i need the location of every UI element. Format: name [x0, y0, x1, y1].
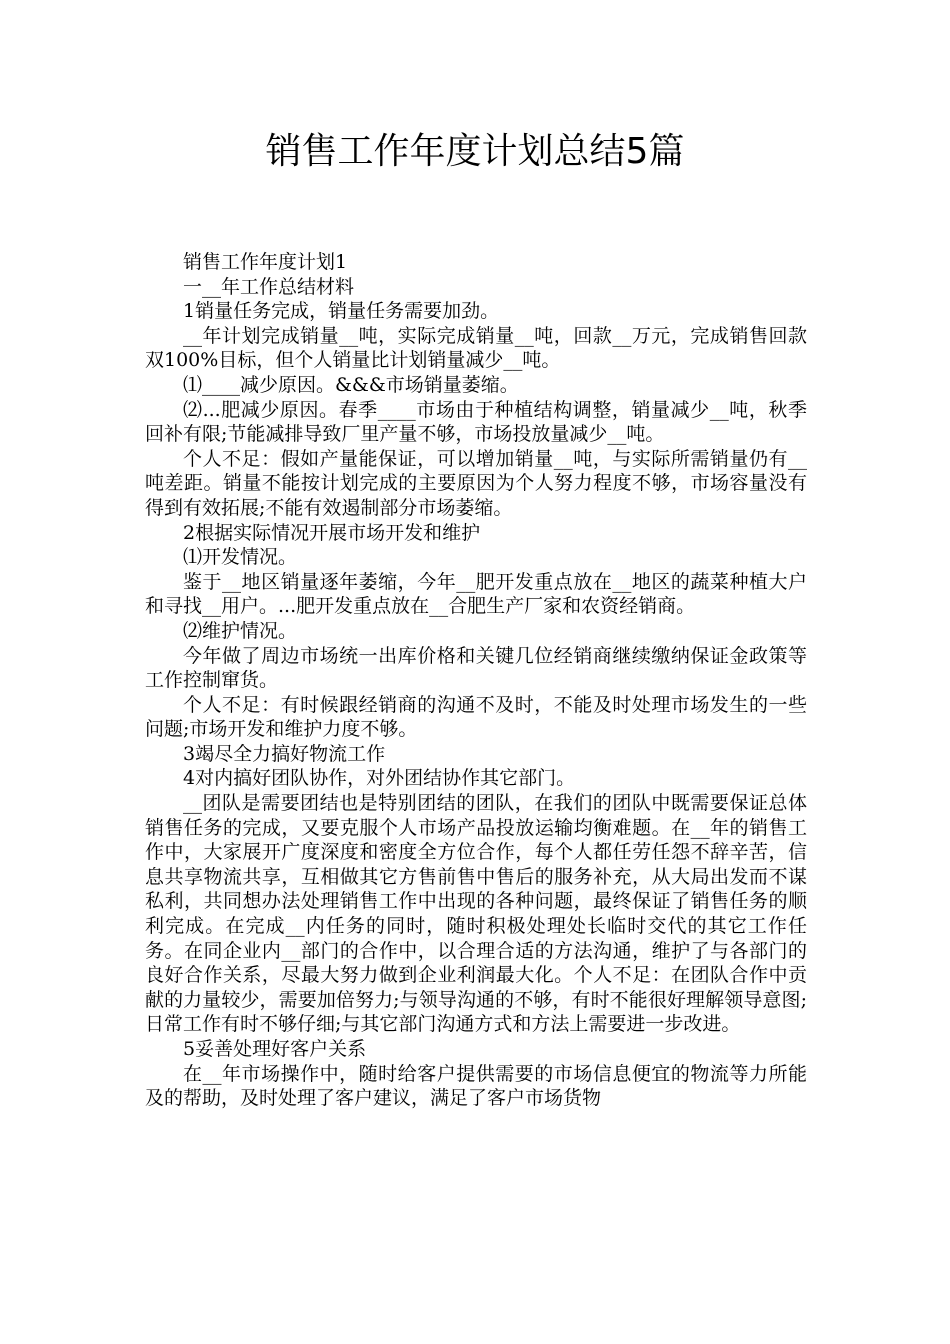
- paragraph: 今年做了周边市场统一出库价格和关键几位经销商继续缴纳保证金政策等工作控制窜货。: [145, 644, 807, 692]
- paragraph: 一__年工作总结材料: [183, 275, 355, 298]
- paragraph: 鉴于__地区销量逐年萎缩，今年__肥开发重点放在__地区的蔬菜种植大户和寻找__用户。...肥开发重点放在__合肥生产厂家和农资经销商。: [145, 570, 807, 618]
- paragraph: 个人不足：有时候跟经销商的沟通不及时，不能及时处理市场发生的一些问题;市场开发和维护力度不够。: [145, 693, 807, 741]
- document-body: [145, 250, 807, 1111]
- paragraph: 销售工作年度计划1: [183, 251, 348, 273]
- paragraph: 在__年市场操作中，随时给客户提供需要的市场信息便宜的物流等力所能及的帮助，及时处理了客户建议，满足了客户市场货物: [145, 1062, 807, 1110]
- paragraph: 1销量任务完成，销量任务需要加劲。: [183, 300, 500, 323]
- paragraph: ⑵...肥减少原因。春季____市场由于种植结构调整，销量减少__吨，秋季回补有限;节能减排导致厂里产量不够，市场投放量减少__吨。: [145, 398, 807, 446]
- paragraph: 5妥善处理好客户关系: [183, 1038, 367, 1060]
- paragraph: ⑵维护情况。: [183, 619, 298, 642]
- paragraph: 2根据实际情况开展市场开发和维护: [183, 521, 481, 544]
- paragraph: __年计划完成销量__吨，实际完成销量__吨，回款__万元，完成销售回款双100%目标，但个人销量比计划销量减少__吨。: [145, 324, 807, 372]
- document-title: 销售工作年度计划总结5篇: [265, 131, 685, 172]
- paragraph: __团队是需要团结也是特别团结的团队，在我们的团队中既需要保证总体销售任务的完成，又要克服个人市场产品投放运输均衡难题。在__年的销售工作中，大家展开广度深度和密度全方位合作，每个人都任劳任怨不辞辛苦，信息共享物流共享，互相做其它方售前售中售后的服务补充，从大局出发而不谋私利，共同想办法处理销售工作中出现的各种问题，最终保证了销售任务的顺利完成。在完成__内任务的同时，随时积极处理处长临时交代的其它工作任务。在同企业内__部门的合作中，以合理合适的方法沟通，维护了与各部门的良好合作关系，尽最大努力做到企业利润最大化。个人不足：在团队合作中贡献的力量较少，需要加倍努力;与领导沟通的不够，有时不能很好理解领导意图;日常工作有时不够仔细;与其它部门沟通方式和方法上需要进一步改进。: [145, 792, 807, 1036]
- paragraph: 个人不足：假如产量能保证，可以增加销量__吨，与实际所需销量仍有__吨差距。销量不能按计划完成的主要原因为个人努力程度不够，市场容量没有得到有效拓展;不能有效遏制部分市场萎缩。: [145, 447, 807, 519]
- paragraph: 4对内搞好团队协作，对外团结协作其它部门。: [183, 767, 576, 790]
- paragraph: ⑴____减少原因。&&&市场销量萎缩。: [183, 373, 519, 396]
- paragraph: ⑴开发情况。: [183, 546, 298, 569]
- paragraph: 3竭尽全力搞好物流工作: [183, 742, 386, 765]
